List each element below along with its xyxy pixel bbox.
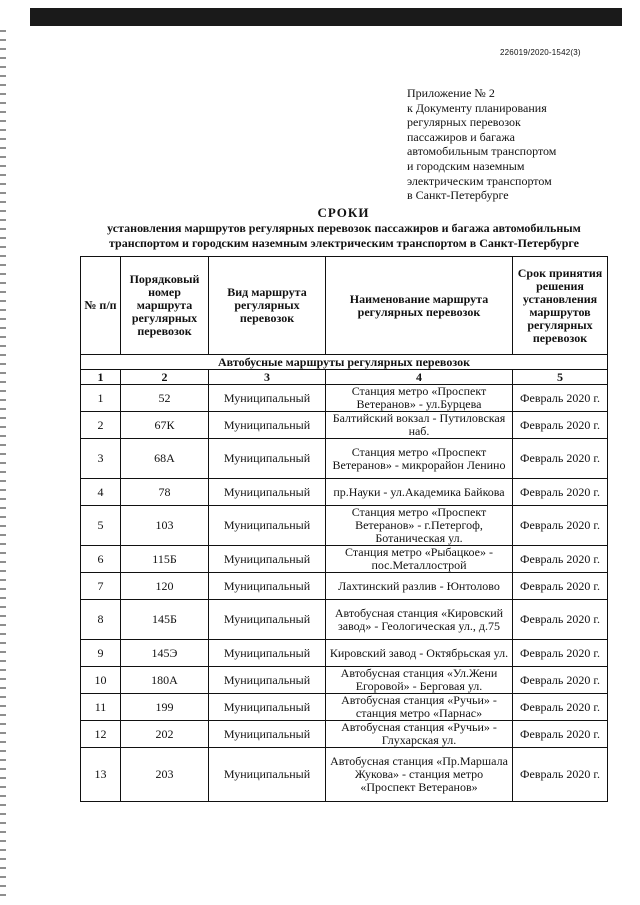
- route-number: 202: [121, 721, 209, 748]
- row-number: 7: [81, 573, 121, 600]
- route-name: Балтийский вокзал - Путиловская наб.: [326, 412, 513, 439]
- route-term: Февраль 2020 г.: [513, 439, 608, 479]
- document-id: 226019/2020-1542(3): [500, 48, 581, 57]
- route-name: Автобусная станция «Кировский завод» - Геологическая ул., д.75: [326, 600, 513, 640]
- route-kind: Муниципальный: [209, 694, 326, 721]
- table-row: [81, 385, 608, 412]
- column-number-row: [81, 370, 608, 385]
- route-number: 52: [121, 385, 209, 412]
- route-name: Автобусная станция «Пр.Маршала Жукова» - станция метро «Проспект Ветеранов»: [326, 748, 513, 802]
- row-number: 8: [81, 600, 121, 640]
- table-row: [81, 721, 608, 748]
- appendix-line: регулярных перевозок: [407, 115, 521, 130]
- column-number: 2: [121, 370, 209, 385]
- route-term: Февраль 2020 г.: [513, 573, 608, 600]
- row-number: 5: [81, 506, 121, 546]
- route-term: Февраль 2020 г.: [513, 600, 608, 640]
- table-row: [81, 506, 608, 546]
- route-name: Станция метро «Проспект Ветеранов» - г.Петергоф, Ботаническая ул.: [326, 506, 513, 546]
- table-row: [81, 439, 608, 479]
- route-term: Февраль 2020 г.: [513, 479, 608, 506]
- route-name: Автобусная станция «Ул.Жени Егоровой» - Берговая ул.: [326, 667, 513, 694]
- route-name: Автобусная станция «Ручьи» - Глухарская ул.: [326, 721, 513, 748]
- route-term: Февраль 2020 г.: [513, 640, 608, 667]
- table-row: [81, 412, 608, 439]
- row-number: 13: [81, 748, 121, 802]
- table-row: [81, 667, 608, 694]
- route-name: Автобусная станция «Ручьи» - станция метро «Парнас»: [326, 694, 513, 721]
- route-number: 115Б: [121, 546, 209, 573]
- header-route-number: Порядковый номер маршрута регулярных перевозок: [121, 257, 209, 355]
- table-header-row: [81, 257, 608, 355]
- appendix-line: в Санкт-Петербурге: [407, 188, 509, 203]
- route-number: 145Б: [121, 600, 209, 640]
- route-term: Февраль 2020 г.: [513, 694, 608, 721]
- route-term: Февраль 2020 г.: [513, 667, 608, 694]
- route-name: Кировский завод - Октябрьская ул.: [326, 640, 513, 667]
- header-term: Срок принятия решения установления маршрутов регулярных перевозок: [513, 257, 608, 355]
- column-number: 1: [81, 370, 121, 385]
- route-number: 67К: [121, 412, 209, 439]
- section-title: Автобусные маршруты регулярных перевозок: [81, 355, 608, 370]
- route-number: 78: [121, 479, 209, 506]
- appendix-line: пассажиров и багажа: [407, 129, 515, 144]
- column-number: 3: [209, 370, 326, 385]
- document-title: СРОКИ: [317, 205, 370, 220]
- appendix-line: автомобильным транспортом: [407, 144, 557, 159]
- appendix-line: электрическим транспортом: [407, 173, 552, 188]
- route-name: Лахтинский разлив - Юнтолово: [326, 573, 513, 600]
- route-term: Февраль 2020 г.: [513, 546, 608, 573]
- column-number: 5: [513, 370, 608, 385]
- route-number: 180А: [121, 667, 209, 694]
- appendix-line: к Документу планирования: [407, 100, 547, 115]
- left-scan-marks: [0, 30, 6, 900]
- route-kind: Муниципальный: [209, 667, 326, 694]
- route-name: Станция метро «Проспект Ветеранов» - ул.Бурцева: [326, 385, 513, 412]
- route-number: 103: [121, 506, 209, 546]
- row-number: 3: [81, 439, 121, 479]
- row-number: 2: [81, 412, 121, 439]
- route-term: Февраль 2020 г.: [513, 385, 608, 412]
- route-number: 68А: [121, 439, 209, 479]
- row-number: 4: [81, 479, 121, 506]
- route-number: 203: [121, 748, 209, 802]
- route-name: Станция метро «Рыбацкое» - пос.Металлострой: [326, 546, 513, 573]
- route-term: Февраль 2020 г.: [513, 506, 608, 546]
- column-number: 4: [326, 370, 513, 385]
- route-number: 145Э: [121, 640, 209, 667]
- section-row: [81, 355, 608, 370]
- route-kind: Муниципальный: [209, 546, 326, 573]
- route-kind: Муниципальный: [209, 600, 326, 640]
- route-name: Станция метро «Проспект Ветеранов» - микрорайон Ленино: [326, 439, 513, 479]
- route-kind: Муниципальный: [209, 640, 326, 667]
- route-term: Февраль 2020 г.: [513, 721, 608, 748]
- route-kind: Муниципальный: [209, 748, 326, 802]
- row-number: 1: [81, 385, 121, 412]
- route-kind: Муниципальный: [209, 721, 326, 748]
- appendix-note: [407, 86, 622, 203]
- route-term: Февраль 2020 г.: [513, 748, 608, 802]
- table-row: [81, 546, 608, 573]
- routes-table: [80, 256, 608, 802]
- table-row: [81, 640, 608, 667]
- row-number: 6: [81, 546, 121, 573]
- table-row: [81, 600, 608, 640]
- appendix-line: и городским наземным: [407, 158, 525, 173]
- row-number: 9: [81, 640, 121, 667]
- header-route-name: Наименование маршрута регулярных перевозок: [326, 257, 513, 355]
- route-term: Февраль 2020 г.: [513, 412, 608, 439]
- header-number: № п/п: [81, 257, 121, 355]
- route-kind: Муниципальный: [209, 506, 326, 546]
- route-kind: Муниципальный: [209, 412, 326, 439]
- table-row: [81, 479, 608, 506]
- row-number: 12: [81, 721, 121, 748]
- header-route-kind: Вид маршрута регулярных перевозок: [209, 257, 326, 355]
- route-kind: Муниципальный: [209, 479, 326, 506]
- top-scan-bar: [30, 8, 622, 26]
- route-kind: Муниципальный: [209, 439, 326, 479]
- route-kind: Муниципальный: [209, 573, 326, 600]
- table-row: [81, 694, 608, 721]
- table-row: [81, 748, 608, 802]
- appendix-line: Приложение № 2: [407, 86, 495, 100]
- table-row: [81, 573, 608, 600]
- row-number: 10: [81, 667, 121, 694]
- route-number: 120: [121, 573, 209, 600]
- row-number: 11: [81, 694, 121, 721]
- document-subtitle: установления маршрутов регулярных перевозок пассажиров и багажа автомобильным транспортом и городским наземным электрическим транспортом в Санкт-Петербурге: [107, 221, 581, 250]
- route-number: 199: [121, 694, 209, 721]
- route-kind: Муниципальный: [209, 385, 326, 412]
- route-name: пр.Науки - ул.Академика Байкова: [326, 479, 513, 506]
